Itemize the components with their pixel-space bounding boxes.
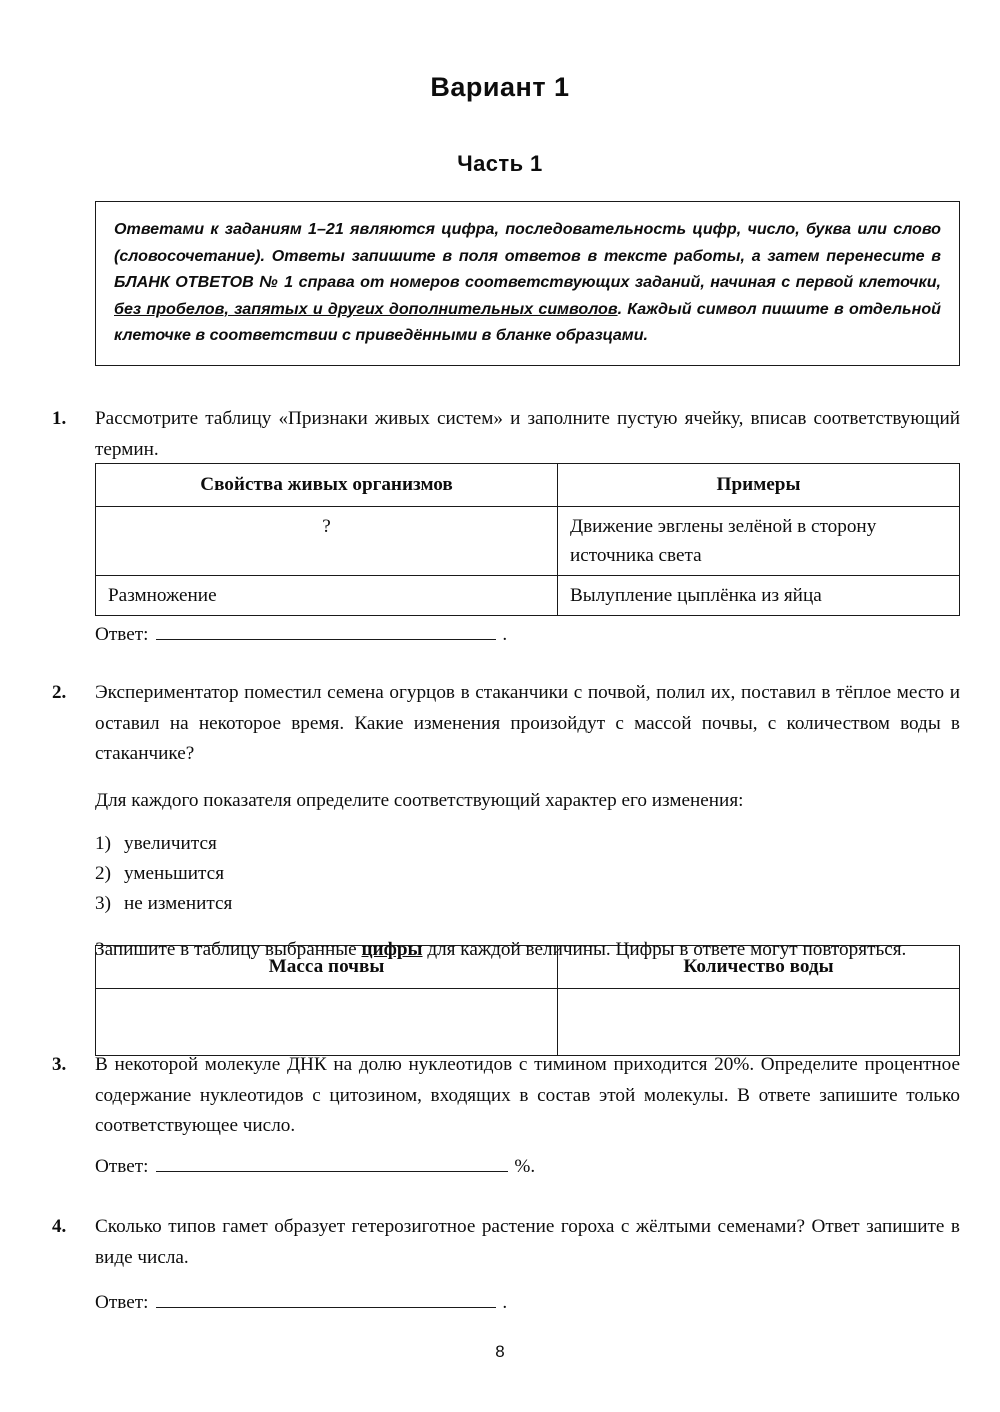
question-2-options [95,829,960,919]
question-4 [52,1212,960,1273]
question-2-table-head [96,946,960,989]
table-row [96,576,960,616]
cell-answer-soil-mass[interactable] [96,989,558,1056]
option-marker: 2) [95,863,111,884]
table-row [96,989,960,1056]
answer-line-4 [95,1288,960,1318]
instruction-text [114,216,941,349]
option-label: не изменится [124,893,233,914]
question-2-instruction-bold: цифры [361,939,423,960]
question-3-answer-block [52,1152,960,1182]
cell-property-unknown[interactable]: ? [96,507,558,576]
answer-suffix-percent: %. [514,1156,536,1177]
cell-answer-water-amount[interactable] [558,989,960,1056]
option-label: увеличится [124,833,217,854]
column-header-soil-mass: Масса почвы [96,946,558,989]
question-4-answer-block [52,1288,960,1318]
question-1-text: Рассмотрите таблицу «Признаки живых систем» и заполните пустую ячейку, вписав соответствующий термин. [95,408,960,460]
instruction-line-1: Ответами к заданиям 1–21 являются цифра, последовательность цифр, число, буква или слово (словосочетание). Ответы запишите в поля ответов в тексте работы, а затем перенесите в БЛАНК ОТВЕТОВ № 1 справа от номеров соответствующих заданий, начиная с первой клеточки, [114,220,941,291]
option-label: уменьшится [124,863,225,884]
answer-line-1 [95,620,960,650]
question-4-number: 4. [52,1216,67,1237]
question-2-subtext: Для каждого показателя определите соответствующий характер его изменения: [95,789,744,811]
page-title: Вариант 1 [430,72,570,102]
answer-label: Ответ: [95,1292,149,1313]
question-1-number: 1. [52,408,67,429]
table-row [96,507,960,576]
question-2-body [95,678,960,966]
question-2-table-wrap [95,945,960,1056]
option-item-2[interactable] [95,859,960,889]
question-1-body [95,404,960,465]
cell-example-chick: Вылупление цыплёнка из яйца [558,576,960,616]
answer-label: Ответ: [95,1156,149,1177]
column-header-examples: Примеры [558,464,960,507]
question-1-table [95,463,960,616]
instruction-box [95,201,960,366]
question-2-number: 2. [52,682,67,703]
question-3 [52,1050,960,1142]
question-1-table-head [96,464,960,507]
page-number: 8 [495,1342,505,1361]
cell-property-reproduction: Размножение [96,576,558,616]
question-4-answer-body [95,1288,960,1318]
option-marker: 1) [95,833,111,854]
instruction-line-2: . Каждый символ пишите в отдельной клеточке в соответствии с приведёнными в бланке образцами. [114,299,941,344]
table-header-row [96,464,960,507]
answer-suffix: . [502,1292,508,1313]
question-1-table-body [96,507,960,616]
question-1 [52,404,960,465]
question-2-instruction-before: Запишите в таблицу выбранные [95,939,362,960]
instruction-underlined: без пробелов, запятых и других дополнительных символов [114,299,618,318]
column-header-water-amount: Количество воды [558,946,960,989]
option-item-3[interactable] [95,889,960,919]
question-2-table [95,945,960,1056]
question-1-table-wrap [95,463,960,616]
answer-input-1[interactable] [156,624,496,640]
question-3-number: 3. [52,1054,67,1075]
question-4-text: Сколько типов гамет образует гетерозиготное растение гороха с жёлтыми семенами? Ответ запишите в виде числа. [95,1216,960,1268]
answer-input-4[interactable] [156,1292,496,1308]
question-3-answer-body [95,1152,960,1182]
question-2-text: Экспериментатор поместил семена огурцов в стаканчики с почвой, полил их, поставил в тёплое место и оставил на некоторое время. Какие изменения произойдут с массой почвы, с количеством воды в стаканчике? [95,682,960,764]
answer-suffix: . [502,624,508,645]
answer-input-3[interactable] [156,1156,508,1172]
question-3-body [95,1050,960,1142]
question-2-table-body [96,989,960,1056]
question-1-answer-body [95,620,960,650]
cell-example-euglena: Движение эвглены зелёной в сторону источника света [558,507,960,576]
answer-label: Ответ: [95,624,149,645]
question-2-instruction-after: для каждой величины. Цифры в ответе могут повторяться. [422,939,907,960]
option-marker: 3) [95,893,111,914]
column-header-properties: Свойства живых организмов [96,464,558,507]
answer-line-3 [95,1152,960,1182]
question-3-text: В некоторой молекуле ДНК на долю нуклеотидов с тимином приходится 20%. Определите процентное содержание нуклеотидов с цитозином, входящих в состав этой молекулы. В ответе запишите только соответствующее число. [95,1054,960,1136]
table-header-row [96,946,960,989]
question-1-answer-block [52,620,960,650]
option-item-1[interactable] [95,829,960,859]
part-title: Часть 1 [457,151,543,176]
question-2 [52,678,960,966]
question-4-body [95,1212,960,1273]
